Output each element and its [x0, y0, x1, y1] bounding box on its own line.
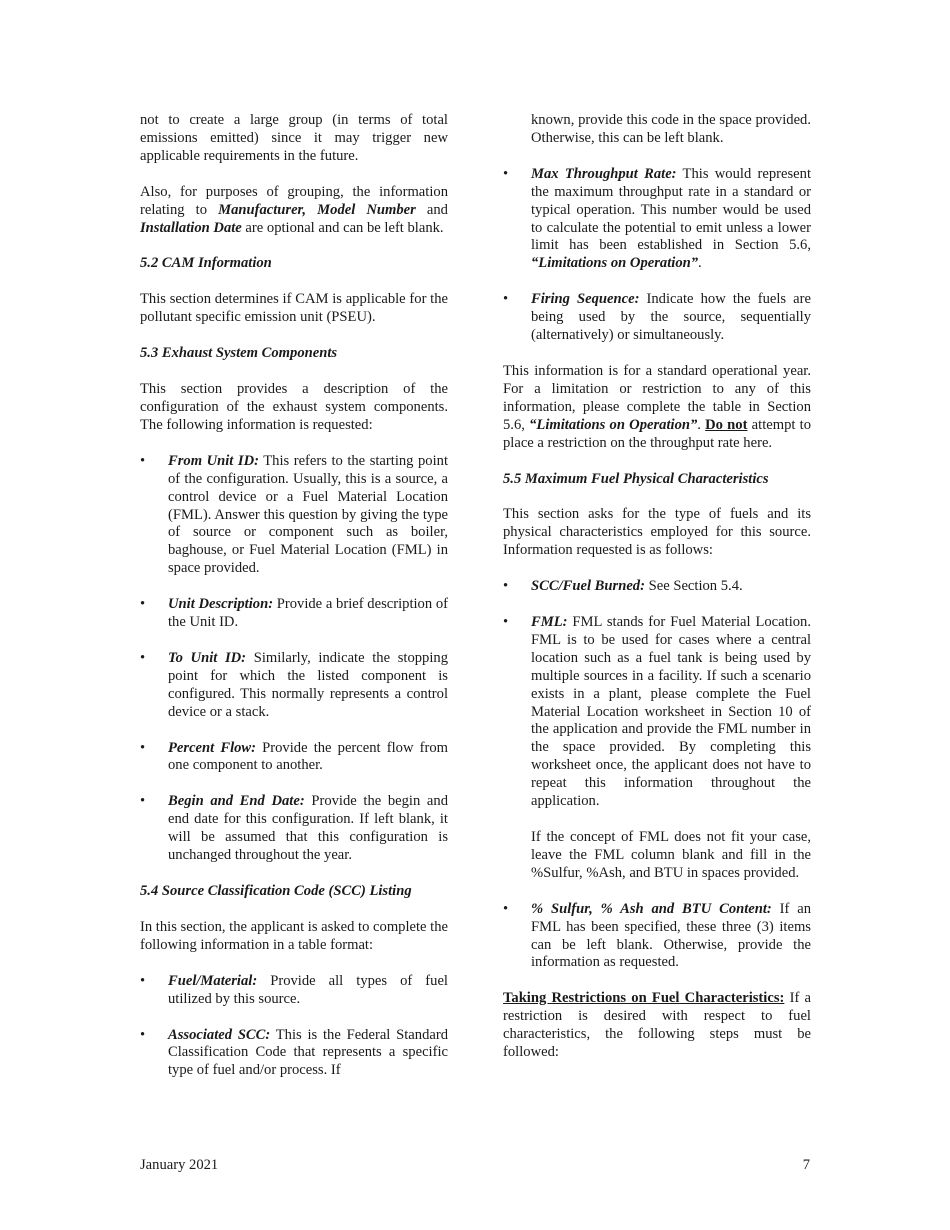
footer-date: January 2021	[140, 1157, 219, 1173]
fuel-bullet-list-2	[503, 901, 811, 973]
bullet-icon: •	[503, 578, 509, 595]
bullet-icon: •	[140, 793, 146, 810]
list-item-term: Associated SCC:	[168, 1026, 271, 1043]
bullet-icon: •	[503, 165, 509, 182]
scc-paragraph: In this section, the applicant is asked to complete the following information in a table format:	[140, 918, 449, 953]
list-item-term: Percent Flow:	[168, 739, 257, 756]
bullet-icon: •	[140, 649, 146, 666]
bullet-icon: •	[140, 596, 146, 613]
list-item	[140, 1027, 448, 1081]
list-item-term: Max Throughput Rate:	[531, 165, 677, 182]
intro-paragraph: not to create a large group (in terms of total emissions emitted) since it may trigger new applicable requirements in the future.	[140, 112, 448, 164]
list-item-text: This refers to the starting point of the configuration. Usually, this is a source, a control device or a Fuel Material Location (FML). Answer this question by giving the type of source or component such as boiler, baghouse, or Fuel Material Location (FML) in space provided.	[168, 452, 448, 577]
list-item-term: SCC/Fuel Burned:	[531, 578, 645, 595]
list-item-text: Provide all types of fuel utilized by this source.	[168, 972, 448, 1007]
list-item-term: From Unit ID:	[168, 452, 259, 469]
list-item	[140, 596, 448, 632]
list-item	[503, 614, 811, 811]
section-reference: “Limitations on Operation”	[531, 255, 699, 272]
grouping-paragraph	[140, 184, 448, 238]
section-reference: “Limitations on Operation”	[529, 416, 698, 433]
heading-5-5: 5.5 Maximum Fuel Physical Characteristics	[503, 470, 769, 487]
bullet-icon: •	[140, 1026, 146, 1043]
left-column	[140, 112, 448, 1080]
bullet-icon: •	[140, 739, 146, 756]
list-item-text: Provide the begin and end date for this configuration. If left blank, it will be assumed that this configuration is unchanged throughout the year.	[168, 793, 448, 864]
taking-restrictions-title: Taking Restrictions on Fuel Characteristics:	[503, 990, 785, 1007]
text-run: .	[697, 416, 706, 433]
right-column	[503, 112, 811, 1062]
list-item	[503, 291, 811, 345]
list-item-term: FML:	[531, 614, 568, 631]
list-item-text: This is the Federal Standard Classification Code that represents a specific type of fuel and/or process. If	[168, 1026, 449, 1079]
exhaust-bullet-list	[140, 453, 448, 865]
page-footer	[140, 1157, 810, 1175]
list-item-term: Fuel/Material:	[168, 972, 258, 989]
list-item-text: Similarly, indicate the stopping point for which the listed component is configured. This normally represents a control device or a stack.	[168, 649, 449, 720]
fuel-characteristics-paragraph: This section asks for the type of fuels and its physical characteristics employed for this source. Information requested is as follows:	[503, 506, 811, 559]
list-item-text: .	[698, 255, 702, 272]
fml-sub-paragraph: If the concept of FML does not fit your case, leave the FML column blank and fill in the %Sulfur, %Ash, and BTU in spaces provided.	[531, 829, 811, 881]
list-item-text: Indicate how the fuels are being used by the source, sequentially (alternatively) or simultaneously.	[531, 291, 811, 344]
fuel-bullet-list	[503, 578, 811, 811]
standard-operation-paragraph	[503, 363, 811, 453]
text-run: and	[415, 201, 448, 218]
text-run: are optional and can be left blank.	[241, 219, 444, 236]
list-item	[503, 166, 811, 273]
bullet-icon: •	[140, 972, 146, 989]
list-item-text: See Section 5.4.	[644, 578, 743, 595]
list-item-text: If an FML has been specified, these three (3) items can be left blank. Otherwise, provide the information as requested.	[531, 900, 811, 971]
heading-5-2: 5.2 CAM Information	[140, 255, 272, 272]
emphasis-manufacturer: Manufacturer, Model Number	[218, 201, 416, 218]
list-item-term: Begin and End Date:	[168, 793, 305, 810]
scc-bullet-list	[140, 973, 448, 1081]
text-run: This information is for a standard operational year. For a limitation or restriction to any of this information, please complete the table in Section 5.6,	[503, 362, 811, 433]
list-item-text: FML stands for Fuel Material Location. FML is to be used for cases where a central location such as a fuel tank is being used by multiple sources in a facility. If such a scenario exists in a plant, please complete the Fuel Material Location worksheet in Section 10 of the application and provide the FML number in the space provided. By completing this worksheet once, the applicant does not have to repeat this information throughout the application.	[531, 614, 811, 810]
list-item	[140, 453, 448, 578]
bullet-icon: •	[140, 452, 146, 469]
bullet-icon: •	[503, 614, 509, 631]
bullet-icon: •	[503, 291, 509, 308]
list-item	[503, 901, 811, 973]
text-run: Also, for purposes of grouping, the information relating to	[140, 183, 448, 218]
list-item-term: Firing Sequence:	[531, 291, 640, 308]
continued-bullet-text: known, provide this code in the space provided. Otherwise, this can be left blank.	[531, 112, 811, 146]
heading-5-3: 5.3 Exhaust System Components	[140, 345, 338, 362]
list-item-text: This would represent the maximum throughput rate in a standard or typical operation. This number would be used to calculate the potential to emit unless a lower limit has been established in Section 5.6,	[531, 165, 812, 254]
list-item	[140, 973, 448, 1009]
list-item	[140, 740, 448, 776]
list-item	[503, 578, 811, 596]
heading-5-4: 5.4 Source Classification Code (SCC) Listing	[140, 883, 412, 899]
list-item-term: Unit Description:	[168, 596, 274, 613]
text-run: If a restriction is desired with respect to fuel characteristics, the following steps must be followed:	[503, 990, 811, 1061]
list-item-text: Provide the percent flow from one component to another.	[168, 739, 448, 774]
emphasis-do-not: Do not	[705, 416, 748, 433]
exhaust-paragraph: This section provides a description of the configuration of the exhaust system components. The following information is requested:	[140, 381, 448, 433]
page-number: 7	[802, 1157, 810, 1173]
list-item	[140, 793, 448, 865]
cam-paragraph: This section determines if CAM is applicable for the pollutant specific emission unit (PSEU).	[140, 291, 448, 326]
bullet-icon: •	[503, 900, 509, 917]
list-item	[140, 650, 448, 722]
list-item-text: Provide a brief description of the Unit ID.	[168, 596, 449, 631]
list-item-term: To Unit ID:	[168, 649, 247, 666]
emphasis-installation-date: Installation Date	[140, 219, 242, 236]
text-run: attempt to place a restriction on the throughput rate here.	[503, 416, 812, 451]
taking-restrictions-paragraph	[503, 990, 811, 1062]
scc-bullet-list-continued	[503, 166, 811, 345]
list-item-term: % Sulfur, % Ash and BTU Content:	[531, 900, 772, 917]
